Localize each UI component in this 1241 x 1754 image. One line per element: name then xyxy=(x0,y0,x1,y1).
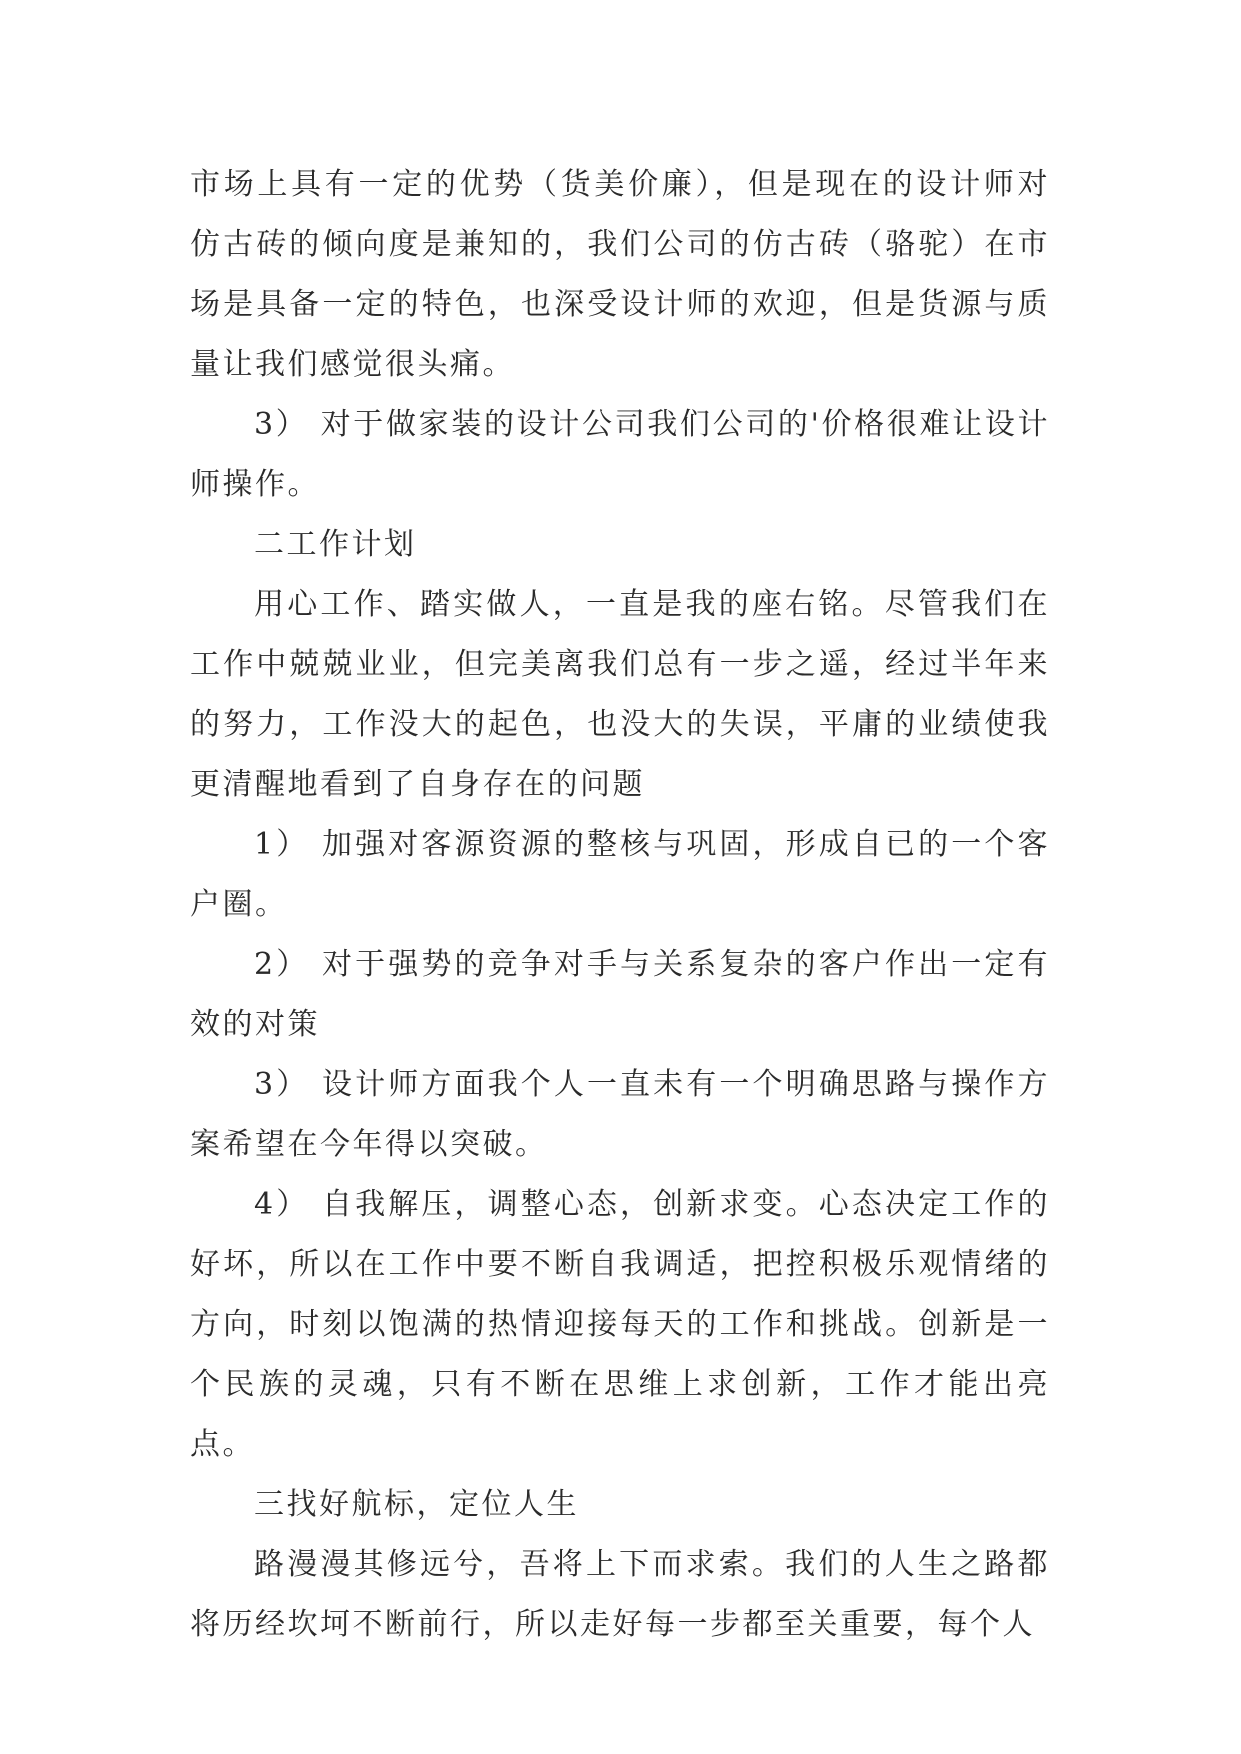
paragraph-life-path: 路漫漫其修远兮，吾将上下而求索。我们的人生之路都将历经坎坷不断前行，所以走好每一步都至关重要，每个人 xyxy=(190,1547,1050,1642)
paragraph-motto: 用心工作、踏实做人，一直是我的座右铭。尽管我们在工作中兢兢业业，但完美离我们总有一步之遥，经过半年来的努力，工作没大的起色，也没大的失误，平庸的业绩使我更清醒地看到了自身存在的问题 xyxy=(190,587,1050,802)
paragraph-plan-item-2: 2） 对于强势的竞争对手与关系复杂的客户作出一定有效的对策 xyxy=(190,947,1050,1042)
paragraph-plan-item-1: 1） 加强对客源资源的整核与巩固，形成自已的一个客户圈。 xyxy=(190,827,1050,922)
section-heading-work-plan: 二工作计划 xyxy=(254,527,417,562)
document-body xyxy=(190,155,1050,1655)
paragraph-item-3-pricing: 3） 对于做家装的设计公司我们公司的'价格很难让设计师操作。 xyxy=(190,407,1050,502)
paragraph-plan-item-3: 3） 设计师方面我个人一直未有一个明确思路与操作方案希望在今年得以突破。 xyxy=(190,1067,1050,1162)
paragraph-plan-item-4: 4） 自我解压，调整心态，创新求变。心态决定工作的好坏，所以在工作中要不断自我调适，把控积极乐观情绪的方向，时刻以饱满的热情迎接每天的工作和挑战。创新是一个民族的灵魂，只有不断在思维上求创新，工作才能出亮点。 xyxy=(190,1187,1050,1462)
paragraph-market-advantage: 市场上具有一定的优势（货美价廉），但是现在的设计师对仿古砖的倾向度是兼知的，我们公司的仿古砖（骆驼）在市场是具备一定的特色，也深受设计师的欢迎，但是货源与质量让我们感觉很头痛。 xyxy=(190,167,1050,382)
section-heading-life-direction: 三找好航标，定位人生 xyxy=(254,1487,579,1522)
